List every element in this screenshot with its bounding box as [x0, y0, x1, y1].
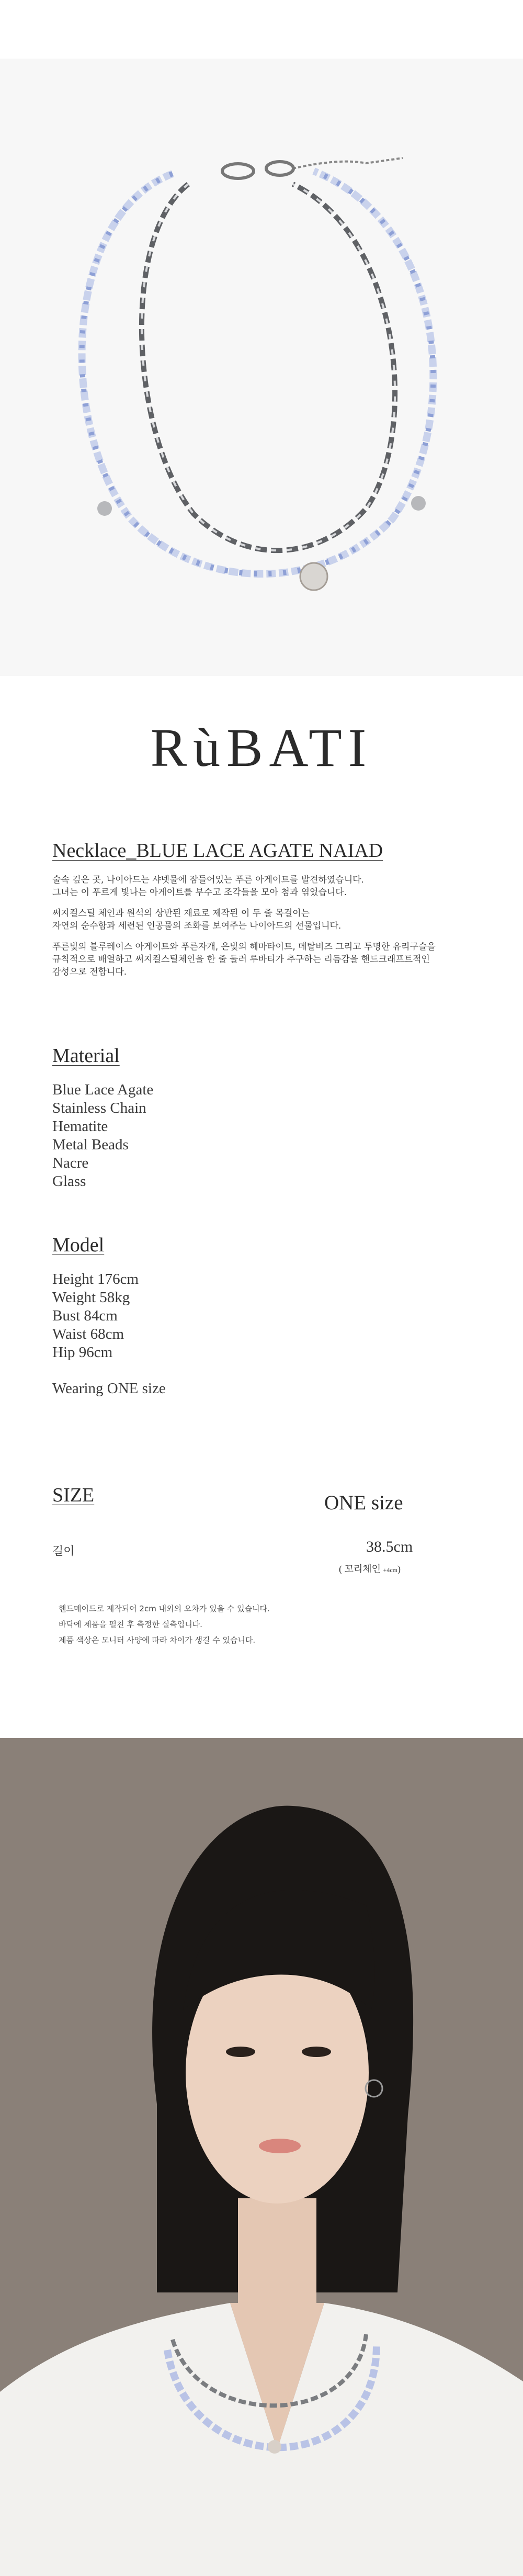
product-photo: [0, 59, 523, 676]
description-line: 써지컬스틸 체인과 원석의 상반된 재료로 제작된 이 두 줄 목걸이는: [52, 908, 310, 919]
model-photo: [0, 1738, 523, 2576]
product-title: Necklace_BLUE LACE AGATE NAIAD: [52, 840, 383, 862]
size-note-item: 제품 색상은 모니터 사양에 따라 차이가 생길 수 있습니다.: [59, 1635, 256, 1645]
size-note-item: 핸드메이드로 제작되어 2cm 내외의 오차가 있을 수 있습니다.: [59, 1604, 270, 1613]
description-line: 자연의 순수함과 세련된 인공물의 조화를 보여주는 나이아드의 선물입니다.: [52, 921, 342, 931]
necklace-image: [0, 59, 523, 676]
model-item: Weight 58kg: [52, 1289, 130, 1306]
model-item: Height 176cm: [52, 1271, 139, 1287]
material-list: [52, 1081, 153, 1191]
size-row-label: 길이: [52, 1545, 75, 1558]
model-image: [0, 1738, 523, 2576]
size-value: 38.5cm: [366, 1538, 413, 1555]
model-item: Hip 96cm: [52, 1344, 113, 1361]
model-title: Model: [52, 1234, 105, 1256]
size-title: SIZE: [52, 1484, 95, 1506]
model-list: [52, 1270, 166, 1362]
material-title: Material: [52, 1045, 120, 1067]
material-item: Glass: [52, 1173, 86, 1190]
product-description-section: [52, 839, 436, 978]
brand-logo: RùBATI: [150, 718, 373, 778]
material-item: Stainless Chain: [52, 1100, 146, 1116]
description-line: 규칙적으로 배열하고 써지컬스틸체인을 한 줄 둘러 루바티가 추구하는 리듬감을 핸드크래프트적인: [52, 954, 430, 965]
size-note: ( 꼬리체인 +4cm): [339, 1564, 401, 1574]
description-line: 감성으로 전합니다.: [52, 967, 127, 977]
model-item: Bust 84cm: [52, 1307, 118, 1324]
description-line: 술속 깊은 곳, 나이아드는 샤넷물에 잠들어있는 푸른 아게이트를 발견하였습니다.: [52, 875, 364, 885]
size-column-header: ONE size: [324, 1492, 403, 1514]
wearing-size: Wearing ONE size: [52, 1380, 166, 1397]
size-note-item: 바닥에 제품을 펼친 후 측정한 실측입니다.: [59, 1620, 202, 1629]
model-section: [52, 1234, 166, 1397]
size-notes: [59, 1601, 270, 1648]
description-line: 푸른빛의 블루레이스 아게이트와 푸른자개, 은빛의 헤마타이트, 메탈비즈 그리고 투명한 유리구슬을: [52, 942, 436, 952]
material-section: [52, 1044, 153, 1191]
description-line: 그녀는 이 푸르게 빛나는 아게이트를 부수고 조각들을 모아 첨과 엮었습니다.: [52, 887, 347, 898]
material-item: Metal Beads: [52, 1136, 129, 1153]
material-item: Hematite: [52, 1118, 108, 1135]
model-item: Waist 68cm: [52, 1326, 124, 1342]
material-item: Nacre: [52, 1155, 89, 1171]
material-item: Blue Lace Agate: [52, 1081, 154, 1098]
